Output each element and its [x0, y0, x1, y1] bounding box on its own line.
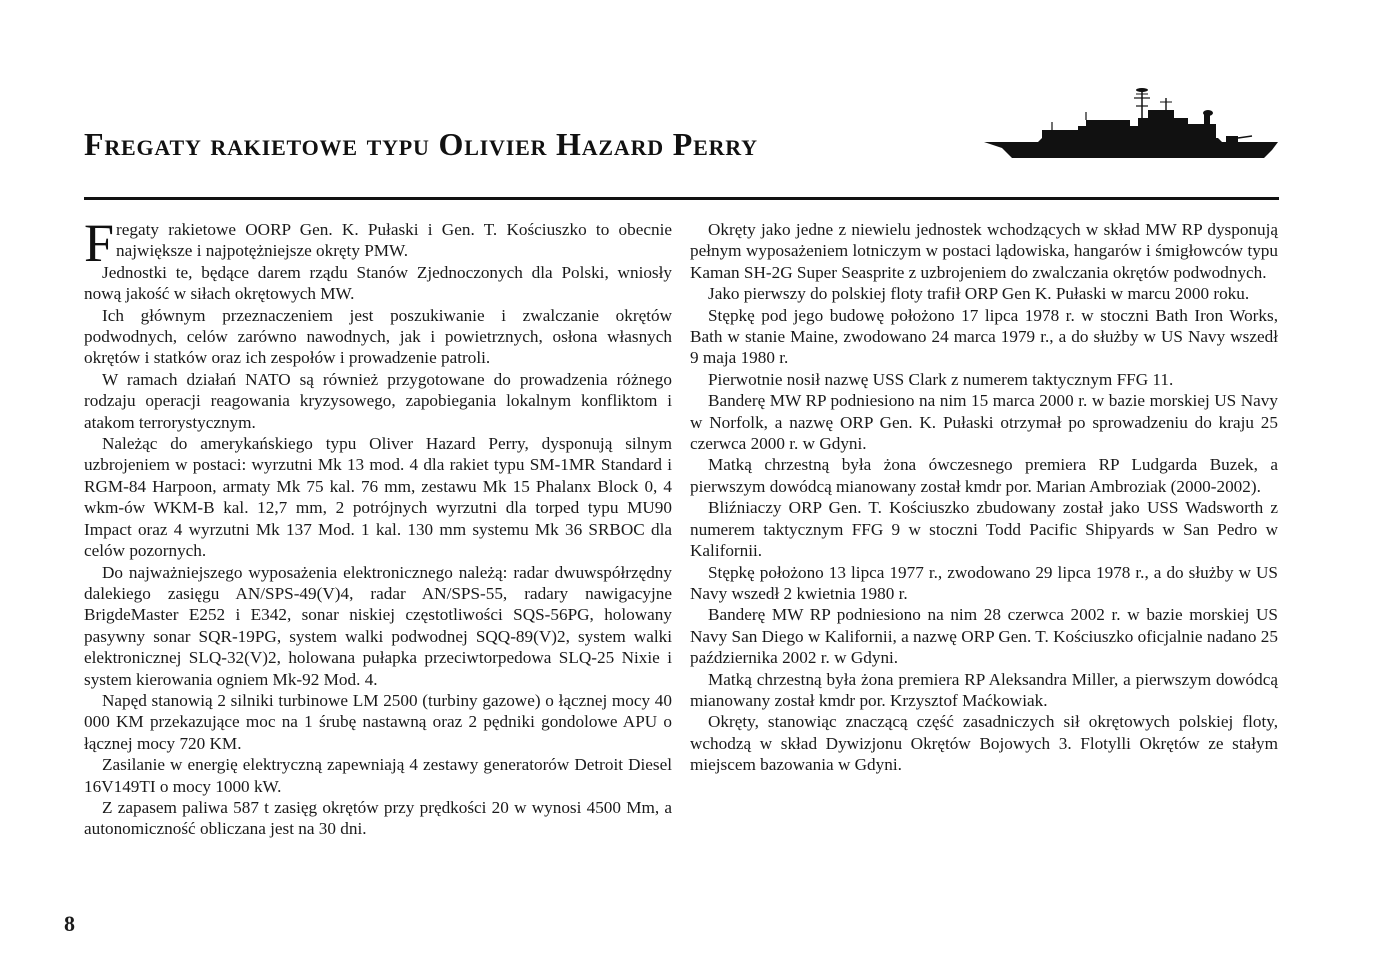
paragraph: Stępkę położono 13 lipca 1977 r., zwodowano 29 lipca 1978 r., a do służby w US Navy wszedł 2 kwietnia 1980 r. [690, 562, 1278, 603]
left-column [84, 213, 672, 840]
paragraph: Pierwotnie nosił nazwę USS Clark z numerem taktycznym FFG 11. [708, 369, 1174, 389]
paragraph: Należąc do amerykańskiego typu Oliver Hazard Perry, dysponują silnym uzbrojeniem w postaci: wyrzutni Mk 13 mod. 4 dla rakiet typu SM-1MR Standard i RGM-84 Harpoon, armaty Mk 75 kal. 76 mm, zestawu Mk 15 Phalanx Block 0, 4 wkm-ów WKM-B kal. 12,7 mm, 2 potrójnych wyrzutni dla torped typu MU90 Impact oraz 4 wyrzutni Mk 137 Mod. 1 kal. 130 mm systemu Mk 36 SRBOC dla celów pozornych. [84, 434, 672, 561]
lead-paragraph-text: regaty rakietowe OORP Gen. K. Pułaski i Gen. T. Kościuszko to obecnie największe i najpotężniejsze okręty PMW. [116, 220, 672, 261]
paragraph: Okręty jako jedne z niewielu jednostek wchodzących w skład MW RP dysponują pełnym wyposażeniem lotniczym w postaci lądowiska, hangarów i śmigłowców typu Kaman SH-2G Super Seasprite z uzbrojeniem do zwalczania okrętów podwodnych. [690, 220, 1278, 282]
paragraph: Z zapasem paliwa 587 t zasięg okrętów przy prędkości 20 w wynosi 4500 Mm, a autonomiczność obliczana jest na 30 dni. [84, 797, 672, 839]
right-column [690, 219, 1278, 776]
paragraph: Bliźniaczy ORP Gen. T. Kościuszko zbudowany został jako USS Wadsworth z numerem taktycznym FFG 9 w stoczni Todd Pacific Shipyards w San Pedro w Kalifornii. [690, 498, 1278, 561]
paragraph: Jako pierwszy do polskiej floty trafił ORP Gen K. Pułaski w marcu 2000 roku. [708, 284, 1250, 304]
paragraph: W ramach działań NATO są również przygotowane do prowadzenia różnego rodzaju operacji reagowania kryzysowego, zapobiegania lokalnym konfliktom i atakom terrorystycznym. [84, 369, 672, 432]
lead-paragraph [84, 213, 672, 273]
page-title: Fregaty rakietowe typu Olivier Hazard Perry [84, 126, 758, 162]
drop-cap: F [84, 213, 115, 273]
frigate-silhouette-icon [982, 84, 1280, 162]
paragraph: Okręty, stanowiąc znaczącą część zasadniczych sił okrętowych polskiej floty, wchodzą w skład Dywizjonu Okrętów Bojowych 3. Flotylli Okrętów ze stałym miejscem bazowania w Gdyni. [690, 712, 1278, 775]
paragraph: Ich głównym przeznaczeniem jest poszukiwanie i zwalczanie okrętów podwodnych, celów zarówno nawodnych, jak i powietrznych, osłona własnych okrętów i statków oraz ich zespołów i prowadzenie patroli. [84, 305, 672, 368]
paragraph: Matką chrzestną była żona premiera RP Aleksandra Miller, a pierwszym dowódcą mianowany został kmdr por. Krzysztof Maćkowiak. [690, 669, 1278, 710]
paragraph: Stępkę pod jego budowę położono 17 lipca 1978 r. w stoczni Bath Iron Works, Bath w stanie Maine, zwodowano 24 marca 1979 r., a do służby w US Navy wszedł 9 maja 1980 r. [690, 305, 1278, 368]
paragraph: Matką chrzestną była żona ówczesnego premiera RP Ludgarda Buzek, a pierwszym dowódcą mianowany został kmdr por. Marian Ambroziak (2000-2002). [690, 455, 1278, 496]
title-divider [84, 197, 1279, 200]
paragraph: Do najważniejszego wyposażenia elektronicznego należą: radar dwuwspółrzędny dalekiego zasięgu AN/SPS-49(V)4, radar AN/SPS-55, radary nawigacyjne BrigdeMaster E252 i E342, sonar niskiej częstotliwości SQS-56PG, holowany pasywny sonar SQR-19PG, system walki podwodnej SQQ-89(V)2, system walki elektronicznej SLQ-32(V)2, holowana pułapka przeciwtorpedowa SLQ-25 Nixie i system kierowania ogniem Mk-92 Mod. 4. [84, 562, 672, 689]
paragraph: Banderę MW RP podniesiono na nim 28 czerwca 2002 r. w bazie morskiej US Navy San Diego w Kalifornii, a nazwę ORP Gen. T. Kościuszko oficjalnie nadano 25 października 2002 r. w Gdyni. [690, 605, 1278, 668]
page-number: 8 [64, 911, 75, 936]
paragraph: Napęd stanowią 2 silniki turbinowe LM 2500 (turbiny gazowe) o łącznej mocy 40 000 KM przekazujące moc na 1 śrubę nastawną oraz 2 pędniki gondolowe APU o łącznej mocy 720 KM. [84, 690, 672, 753]
paragraph: Jednostki te, będące darem rządu Stanów Zjednoczonych dla Polski, wniosły nową jakość w siłach okrętowych MW. [84, 262, 672, 304]
paragraph: Zasilanie w energię elektryczną zapewniają 4 zestawy generatorów Detroit Diesel 16V149TI o mocy 1000 kW. [84, 755, 672, 796]
paragraph: Banderę MW RP podniesiono na nim 15 marca 2000 r. w bazie morskiej US Navy w Norfolk, a nazwę ORP Gen. K. Pułaski otrzymał po sprowadzeniu do kraju 25 czerwca 2000 r. w Gdyni. [690, 391, 1278, 454]
